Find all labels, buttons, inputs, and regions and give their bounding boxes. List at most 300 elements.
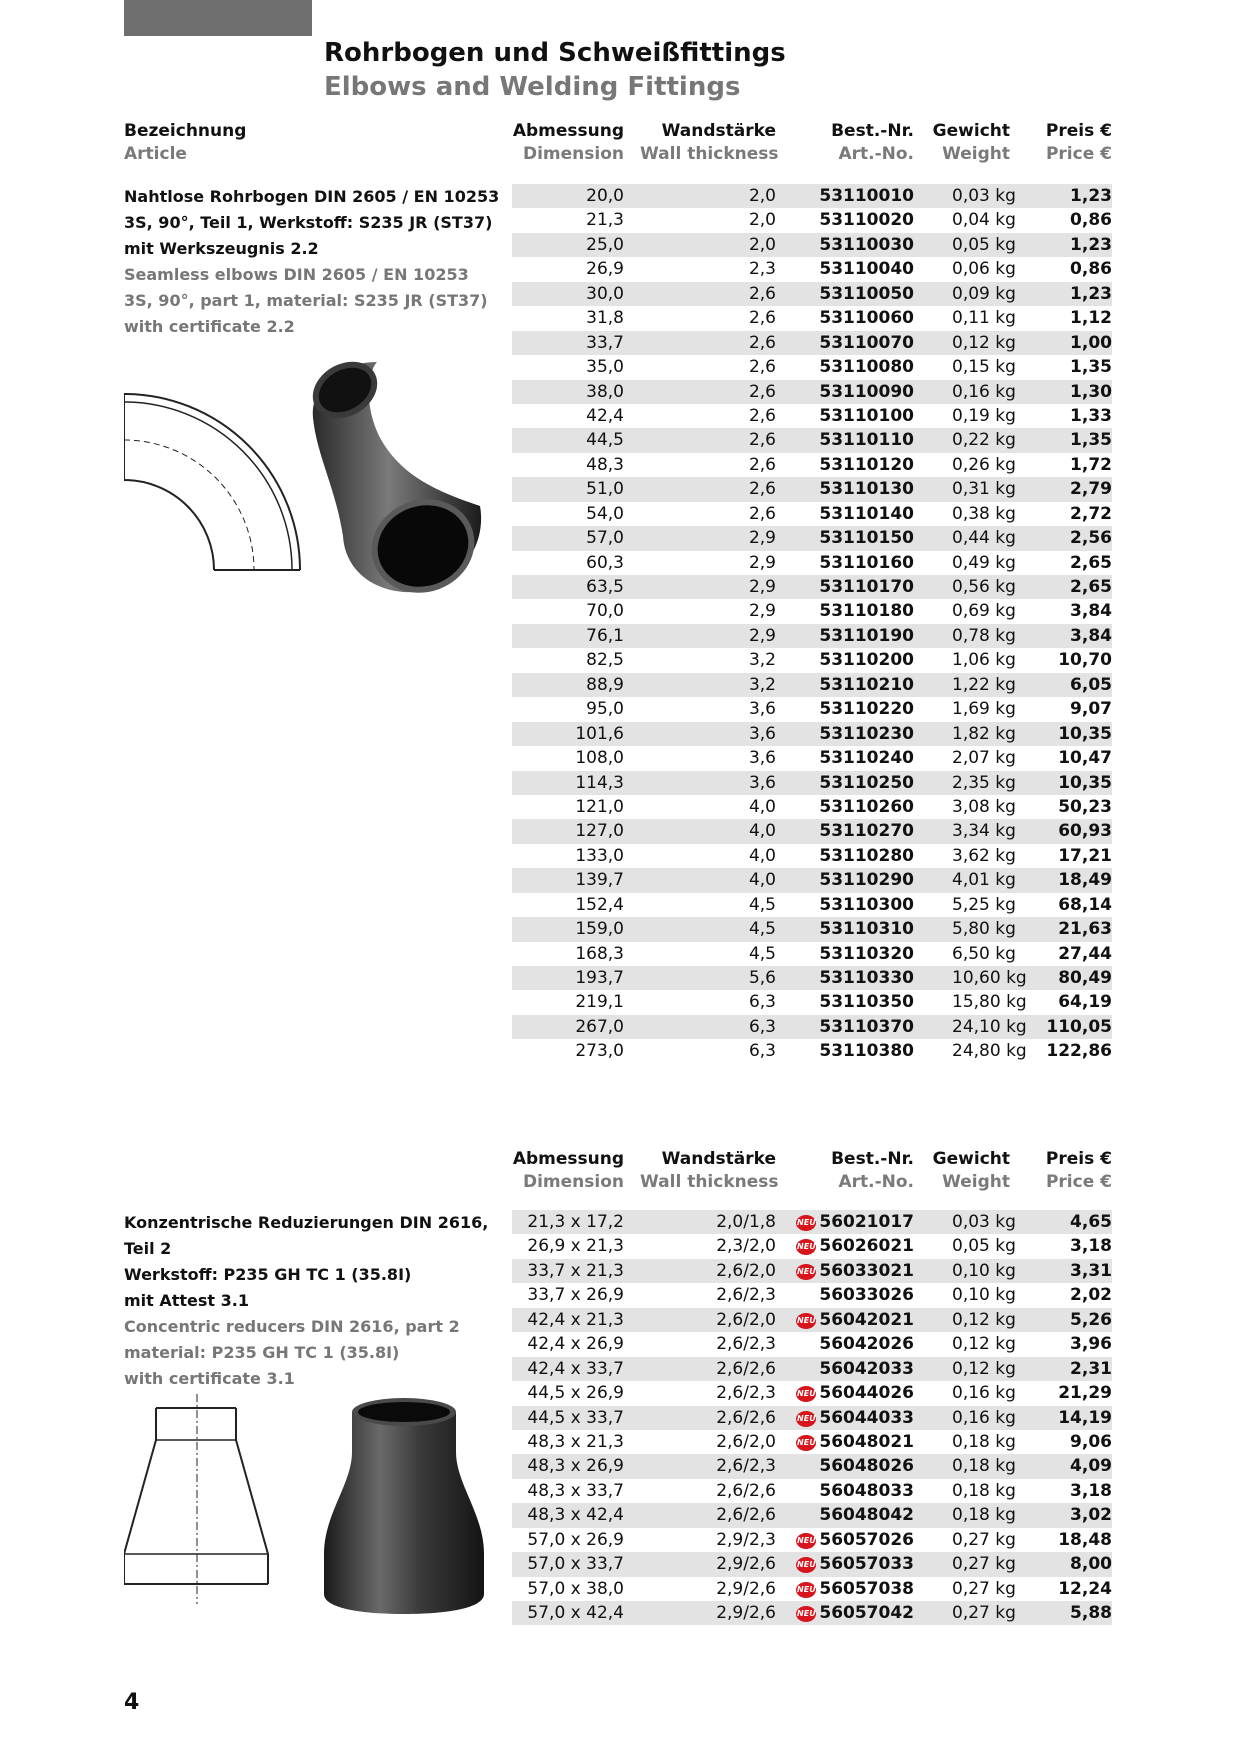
dimension-cell: 21,3 <box>586 210 624 231</box>
article-number-cell: 53110290 <box>819 870 914 891</box>
dimension-cell: 82,5 <box>586 650 624 671</box>
article-number-cell: 53110190 <box>819 625 914 646</box>
wall-thickness-cell: 2,6 <box>748 381 776 402</box>
article-number-cell: 53110050 <box>819 283 914 304</box>
dimension-cell: 48,3 x 33,7 <box>527 1480 624 1501</box>
dimension-cell: 60,3 <box>586 552 624 573</box>
dimension-cell: 48,3 x 26,9 <box>527 1456 624 1477</box>
price-cell: 0,86 <box>1070 210 1112 231</box>
header-wall-2 <box>640 1148 779 1198</box>
table-row <box>512 648 1112 672</box>
wall-thickness-cell: 2,6 <box>748 308 776 329</box>
header-wall-de: Wandstärke <box>661 121 776 141</box>
table-row <box>512 551 1112 575</box>
wall-thickness-cell: 2,6 <box>748 454 776 475</box>
table-row <box>512 233 1112 257</box>
price-cell: 1,35 <box>1070 357 1112 378</box>
wall-thickness-cell: 2,6 <box>748 357 776 378</box>
article-number-cell <box>790 1406 914 1430</box>
article-number-cell: 53110180 <box>819 601 914 622</box>
weight-cell: 0,05 kg <box>952 1236 1016 1257</box>
table-row <box>512 1406 1112 1430</box>
table-row <box>512 1528 1112 1552</box>
wall-thickness-cell: 2,6 <box>748 332 776 353</box>
dimension-cell: 33,7 x 21,3 <box>527 1260 624 1281</box>
table-row <box>512 331 1112 355</box>
price-cell: 1,23 <box>1070 186 1112 206</box>
wall-thickness-cell: 2,3/2,0 <box>716 1236 776 1257</box>
price-cell: 2,31 <box>1070 1358 1112 1379</box>
header-price <box>1030 120 1112 170</box>
page-number: 4 <box>124 1690 140 1715</box>
header-price-en-2: Price € <box>1045 1172 1112 1192</box>
article-number-cell: 56048026 <box>819 1456 914 1477</box>
dimension-cell: 127,0 <box>575 821 624 842</box>
header-dimension-de-2: Abmessung <box>512 1149 624 1169</box>
article-number-cell <box>790 1308 914 1332</box>
price-cell: 27,44 <box>1058 943 1112 964</box>
table-row <box>512 1552 1112 1576</box>
article-number-cell: 53110200 <box>819 650 914 671</box>
wall-thickness-cell: 3,2 <box>748 650 776 671</box>
table-row <box>512 795 1112 819</box>
price-cell: 5,88 <box>1070 1603 1112 1623</box>
header-weight-de-2: Gewicht <box>932 1149 1010 1169</box>
price-cell: 9,06 <box>1070 1431 1112 1452</box>
article-number-cell: 53110230 <box>819 723 914 744</box>
dimension-cell: 168,3 <box>575 943 624 964</box>
dimension-cell: 30,0 <box>586 283 624 304</box>
article-number-cell: 53110260 <box>819 796 914 817</box>
price-cell: 9,07 <box>1070 699 1112 720</box>
weight-cell: 0,05 kg <box>952 234 1016 255</box>
weight-cell: 0,22 kg <box>952 430 1016 451</box>
price-cell: 10,70 <box>1058 650 1112 671</box>
weight-cell: 24,80 kg <box>952 1041 1027 1062</box>
article-number-cell: 53110320 <box>819 943 914 964</box>
header-weight-de: Gewicht <box>932 121 1010 141</box>
price-cell: 1,23 <box>1070 283 1112 304</box>
table-row <box>512 1259 1112 1283</box>
wall-thickness-cell: 2,0 <box>748 210 776 231</box>
weight-cell: 0,27 kg <box>952 1554 1016 1575</box>
table-row <box>512 208 1112 232</box>
header-weight-en-2: Weight <box>942 1172 1010 1192</box>
table-row <box>512 257 1112 281</box>
article-number-cell <box>790 1381 914 1405</box>
price-cell: 17,21 <box>1058 845 1112 866</box>
article-number-cell: 53110080 <box>819 357 914 378</box>
article-number-text: 56042021 <box>819 1309 914 1330</box>
page-tab-marker <box>124 0 312 36</box>
article-number-cell: 53110160 <box>819 552 914 573</box>
dimension-cell: 42,4 x 33,7 <box>527 1358 624 1379</box>
article-number-cell: 53110310 <box>819 919 914 940</box>
price-cell: 68,14 <box>1058 894 1112 915</box>
price-cell: 1,23 <box>1070 234 1112 255</box>
weight-cell: 0,06 kg <box>952 259 1016 280</box>
header-dimension <box>512 120 624 170</box>
article-number-cell: 56048033 <box>819 1480 914 1501</box>
article-number-text: 56044026 <box>819 1383 914 1404</box>
weight-cell: 0,12 kg <box>952 1309 1016 1330</box>
table-row <box>512 404 1112 428</box>
weight-cell: 2,35 kg <box>952 772 1016 793</box>
article-number-cell: 53110040 <box>819 259 914 280</box>
table-row <box>512 844 1112 868</box>
dimension-cell: 139,7 <box>575 870 624 891</box>
wall-thickness-cell: 4,5 <box>748 943 776 964</box>
reducers-desc-de-2: Werkstoff: P235 GH TC 1 (35.8I) <box>124 1265 412 1284</box>
elbows-desc-de-1: Nahtlose Rohrbogen DIN 2605 / EN 10253 <box>124 187 500 206</box>
weight-cell: 0,38 kg <box>952 503 1016 524</box>
price-cell: 1,72 <box>1070 454 1112 475</box>
article-number-cell: 53110110 <box>819 430 914 451</box>
table-row <box>512 771 1112 795</box>
dimension-cell: 31,8 <box>586 308 624 329</box>
reducers-desc-de-1: Konzentrische Reduzierungen DIN 2616, Teil 2 <box>124 1213 489 1258</box>
dimension-cell: 35,0 <box>586 357 624 378</box>
neu-badge-icon: NEU <box>796 1313 816 1329</box>
neu-badge-icon: NEU <box>796 1533 816 1549</box>
article-number-cell: 53110300 <box>819 894 914 915</box>
article-number-text: 56026021 <box>819 1236 914 1257</box>
header-article-en: Article <box>124 144 187 164</box>
header-art-no <box>790 120 914 170</box>
dimension-cell: 33,7 <box>586 332 624 353</box>
wall-thickness-cell: 2,9 <box>748 577 776 597</box>
dimension-cell: 57,0 x 26,9 <box>527 1529 624 1550</box>
table-row <box>512 624 1112 648</box>
header-wall <box>640 120 779 170</box>
table-row <box>512 1210 1112 1234</box>
table-row <box>512 1454 1112 1478</box>
dimension-cell: 33,7 x 26,9 <box>527 1285 624 1306</box>
weight-cell: 0,11 kg <box>952 308 1016 329</box>
price-cell: 2,56 <box>1070 528 1112 549</box>
elbows-description <box>124 184 504 340</box>
header-weight <box>930 120 1010 170</box>
weight-cell: 0,78 kg <box>952 625 1016 646</box>
article-number-text: 56057026 <box>819 1529 914 1550</box>
article-number-text: 56057042 <box>819 1603 914 1623</box>
price-cell: 1,35 <box>1070 430 1112 451</box>
weight-cell: 0,44 kg <box>952 528 1016 549</box>
article-number-cell: 56033026 <box>819 1285 914 1306</box>
wall-thickness-cell: 2,6 <box>748 283 776 304</box>
price-cell: 3,96 <box>1070 1334 1112 1355</box>
table-row <box>512 1503 1112 1527</box>
header-weight-en: Weight <box>942 144 1010 164</box>
dimension-cell: 44,5 x 26,9 <box>527 1383 624 1404</box>
dimension-cell: 21,3 x 17,2 <box>527 1212 624 1232</box>
weight-cell: 0,18 kg <box>952 1480 1016 1501</box>
weight-cell: 0,26 kg <box>952 454 1016 475</box>
dimension-cell: 101,6 <box>575 723 624 744</box>
wall-thickness-cell: 2,3 <box>748 259 776 280</box>
article-number-cell: 53110130 <box>819 479 914 500</box>
weight-cell: 0,16 kg <box>952 1407 1016 1428</box>
price-cell: 2,65 <box>1070 577 1112 597</box>
weight-cell: 0,10 kg <box>952 1285 1016 1306</box>
wall-thickness-cell: 2,6/2,6 <box>716 1358 776 1379</box>
page-title <box>324 36 786 104</box>
price-cell: 1,33 <box>1070 405 1112 426</box>
header-nr-de-2: Best.-Nr. <box>831 1149 914 1169</box>
wall-thickness-cell: 2,6/2,0 <box>716 1431 776 1452</box>
wall-thickness-cell: 2,0/1,8 <box>716 1212 776 1232</box>
neu-badge-icon: NEU <box>796 1435 816 1451</box>
dimension-cell: 108,0 <box>575 748 624 769</box>
dimension-cell: 48,3 x 21,3 <box>527 1431 624 1452</box>
wall-thickness-cell: 2,6/2,0 <box>716 1260 776 1281</box>
table-row <box>512 502 1112 526</box>
article-number-cell <box>790 1210 914 1234</box>
price-cell: 14,19 <box>1058 1407 1112 1428</box>
header-price-en: Price € <box>1045 144 1112 164</box>
dimension-cell: 57,0 x 42,4 <box>527 1603 624 1623</box>
weight-cell: 0,27 kg <box>952 1529 1016 1550</box>
elbows-desc-en-2: 3S, 90°, part 1, material: S235 JR (ST37) <box>124 291 488 310</box>
weight-cell: 0,12 kg <box>952 1358 1016 1379</box>
table-row <box>512 746 1112 770</box>
dimension-cell: 70,0 <box>586 601 624 622</box>
reducer-drawing <box>124 1394 274 1604</box>
table-row <box>512 1234 1112 1258</box>
wall-thickness-cell: 6,3 <box>748 992 776 1013</box>
weight-cell: 0,31 kg <box>952 479 1016 500</box>
weight-cell: 5,25 kg <box>952 894 1016 915</box>
table-row <box>512 1015 1112 1039</box>
price-cell: 3,84 <box>1070 625 1112 646</box>
table-row <box>512 1283 1112 1307</box>
weight-cell: 0,19 kg <box>952 405 1016 426</box>
dimension-cell: 25,0 <box>586 234 624 255</box>
dimension-cell: 38,0 <box>586 381 624 402</box>
weight-cell: 0,27 kg <box>952 1578 1016 1599</box>
table-row <box>512 526 1112 550</box>
dimension-cell: 121,0 <box>575 796 624 817</box>
dimension-cell: 88,9 <box>586 674 624 695</box>
wall-thickness-cell: 2,9 <box>748 625 776 646</box>
wall-thickness-cell: 2,6 <box>748 430 776 451</box>
article-number-cell: 53110280 <box>819 845 914 866</box>
neu-badge-icon: NEU <box>796 1557 816 1573</box>
price-cell: 10,47 <box>1058 748 1112 769</box>
table-row <box>512 599 1112 623</box>
weight-cell: 5,80 kg <box>952 919 1016 940</box>
wall-thickness-cell: 4,0 <box>748 845 776 866</box>
wall-thickness-cell: 2,6/2,6 <box>716 1480 776 1501</box>
header-dimension-2 <box>512 1148 624 1198</box>
header-article-de: Bezeichnung <box>124 121 247 141</box>
table-row <box>512 1601 1112 1625</box>
weight-cell: 0,18 kg <box>952 1431 1016 1452</box>
price-cell: 21,29 <box>1058 1383 1112 1404</box>
table-row <box>512 942 1112 966</box>
wall-thickness-cell: 6,3 <box>748 1041 776 1062</box>
header-price-de: Preis € <box>1045 121 1112 141</box>
reducers-desc-de-3: mit Attest 3.1 <box>124 1291 249 1310</box>
article-number-cell: 53110380 <box>819 1041 914 1062</box>
header-wall-en-2: Wall thickness <box>640 1172 779 1192</box>
wall-thickness-cell: 2,6 <box>748 479 776 500</box>
dimension-cell: 42,4 x 21,3 <box>527 1309 624 1330</box>
article-number-cell <box>790 1430 914 1454</box>
dimension-cell: 273,0 <box>575 1041 624 1062</box>
price-cell: 4,09 <box>1070 1456 1112 1477</box>
reducer-photo <box>320 1394 490 1616</box>
dimension-cell: 63,5 <box>586 577 624 597</box>
table-row <box>512 868 1112 892</box>
price-cell: 12,24 <box>1058 1578 1112 1599</box>
dimension-cell: 44,5 x 33,7 <box>527 1407 624 1428</box>
dimension-cell: 26,9 x 21,3 <box>527 1236 624 1257</box>
dimension-cell: 42,4 x 26,9 <box>527 1334 624 1355</box>
wall-thickness-cell: 3,6 <box>748 699 776 720</box>
wall-thickness-cell: 2,6/2,3 <box>716 1456 776 1477</box>
price-cell: 2,79 <box>1070 479 1112 500</box>
wall-thickness-cell: 2,6 <box>748 405 776 426</box>
wall-thickness-cell: 2,6 <box>748 503 776 524</box>
reducers-desc-en-2: material: P235 GH TC 1 (35.8I) <box>124 1343 400 1362</box>
weight-cell: 0,12 kg <box>952 332 1016 353</box>
article-number-cell: 53110090 <box>819 381 914 402</box>
wall-thickness-cell: 2,6/2,0 <box>716 1309 776 1330</box>
wall-thickness-cell: 2,6/2,3 <box>716 1285 776 1306</box>
table-row <box>512 1430 1112 1454</box>
price-cell: 6,05 <box>1070 674 1112 695</box>
reducers-table <box>512 1210 1112 1625</box>
article-number-cell <box>790 1259 914 1283</box>
header-dimension-de: Abmessung <box>512 121 624 141</box>
article-number-cell: 53110270 <box>819 821 914 842</box>
article-number-cell: 56048042 <box>819 1505 914 1526</box>
dimension-cell: 57,0 <box>586 528 624 549</box>
neu-badge-icon: NEU <box>796 1582 816 1598</box>
table-row <box>512 282 1112 306</box>
wall-thickness-cell: 5,6 <box>748 968 776 988</box>
title-en: Elbows and Welding Fittings <box>324 72 741 102</box>
dimension-cell: 193,7 <box>575 968 624 988</box>
article-number-cell <box>790 1601 914 1625</box>
price-cell: 4,65 <box>1070 1212 1112 1232</box>
weight-cell: 15,80 kg <box>952 992 1027 1013</box>
article-number-cell: 53110250 <box>819 772 914 793</box>
article-number-cell <box>790 1234 914 1258</box>
elbows-desc-de-2: 3S, 90°, Teil 1, Werkstoff: S235 JR (ST37) <box>124 213 493 232</box>
table-row <box>512 1332 1112 1356</box>
price-cell: 60,93 <box>1058 821 1112 842</box>
price-cell: 21,63 <box>1058 919 1112 940</box>
article-number-text: 56048021 <box>819 1431 914 1452</box>
weight-cell: 0,18 kg <box>952 1456 1016 1477</box>
wall-thickness-cell: 2,9/2,6 <box>716 1603 776 1623</box>
header-dimension-en: Dimension <box>522 144 624 164</box>
price-cell: 18,49 <box>1058 870 1112 891</box>
weight-cell: 1,22 kg <box>952 674 1016 695</box>
article-number-cell: 53110370 <box>819 1016 914 1037</box>
article-number-text: 56057038 <box>819 1578 914 1599</box>
dimension-cell: 44,5 <box>586 430 624 451</box>
weight-cell: 0,18 kg <box>952 1505 1016 1526</box>
weight-cell: 0,04 kg <box>952 210 1016 231</box>
neu-badge-icon: NEU <box>796 1264 816 1280</box>
weight-cell: 0,03 kg <box>952 1212 1016 1232</box>
price-cell: 1,12 <box>1070 308 1112 329</box>
table-row <box>512 306 1112 330</box>
article-number-cell: 53110150 <box>819 528 914 549</box>
weight-cell: 10,60 kg <box>952 968 1027 988</box>
price-cell: 1,00 <box>1070 332 1112 353</box>
elbow-drawing <box>124 390 308 580</box>
article-number-cell: 53110010 <box>819 186 914 206</box>
header-wall-en: Wall thickness <box>640 144 779 164</box>
dimension-cell: 48,3 x 42,4 <box>527 1505 624 1526</box>
weight-cell: 3,34 kg <box>952 821 1016 842</box>
dimension-cell: 267,0 <box>575 1016 624 1037</box>
price-cell: 64,19 <box>1058 992 1112 1013</box>
wall-thickness-cell: 2,6/2,3 <box>716 1334 776 1355</box>
header-nr-en-2: Art.-No. <box>838 1172 914 1192</box>
header-nr-en: Art.-No. <box>838 144 914 164</box>
article-number-text: 56021017 <box>819 1212 914 1232</box>
neu-badge-icon: NEU <box>796 1215 816 1231</box>
price-cell: 8,00 <box>1070 1554 1112 1575</box>
article-number-cell: 53110240 <box>819 748 914 769</box>
header-art-no-2 <box>790 1148 914 1198</box>
table-row <box>512 990 1112 1014</box>
header-weight-2 <box>930 1148 1010 1198</box>
wall-thickness-cell: 2,0 <box>748 186 776 206</box>
article-number-text: 56044033 <box>819 1407 914 1428</box>
article-number-cell: 53110220 <box>819 699 914 720</box>
table-row <box>512 673 1112 697</box>
elbow-photo <box>305 356 495 598</box>
table-row <box>512 697 1112 721</box>
dimension-cell: 20,0 <box>586 186 624 206</box>
article-number-cell: 53110030 <box>819 234 914 255</box>
wall-thickness-cell: 4,0 <box>748 821 776 842</box>
dimension-cell: 51,0 <box>586 479 624 500</box>
price-cell: 0,86 <box>1070 259 1112 280</box>
weight-cell: 24,10 kg <box>952 1016 1027 1037</box>
dimension-cell: 76,1 <box>586 625 624 646</box>
wall-thickness-cell: 2,0 <box>748 234 776 255</box>
table-row <box>512 819 1112 843</box>
wall-thickness-cell: 3,6 <box>748 723 776 744</box>
price-cell: 10,35 <box>1058 723 1112 744</box>
neu-badge-icon: NEU <box>796 1386 816 1402</box>
weight-cell: 0,16 kg <box>952 381 1016 402</box>
table-row <box>512 1381 1112 1405</box>
dimension-cell: 152,4 <box>575 894 624 915</box>
dimension-cell: 133,0 <box>575 845 624 866</box>
dimension-cell: 95,0 <box>586 699 624 720</box>
weight-cell: 3,62 kg <box>952 845 1016 866</box>
table-row <box>512 1357 1112 1381</box>
wall-thickness-cell: 4,5 <box>748 894 776 915</box>
wall-thickness-cell: 3,2 <box>748 674 776 695</box>
weight-cell: 3,08 kg <box>952 796 1016 817</box>
price-cell: 3,84 <box>1070 601 1112 622</box>
dimension-cell: 114,3 <box>575 772 624 793</box>
weight-cell: 1,06 kg <box>952 650 1016 671</box>
dimension-cell: 219,1 <box>575 992 624 1013</box>
neu-badge-icon: NEU <box>796 1239 816 1255</box>
price-cell: 5,26 <box>1070 1309 1112 1330</box>
wall-thickness-cell: 3,6 <box>748 748 776 769</box>
